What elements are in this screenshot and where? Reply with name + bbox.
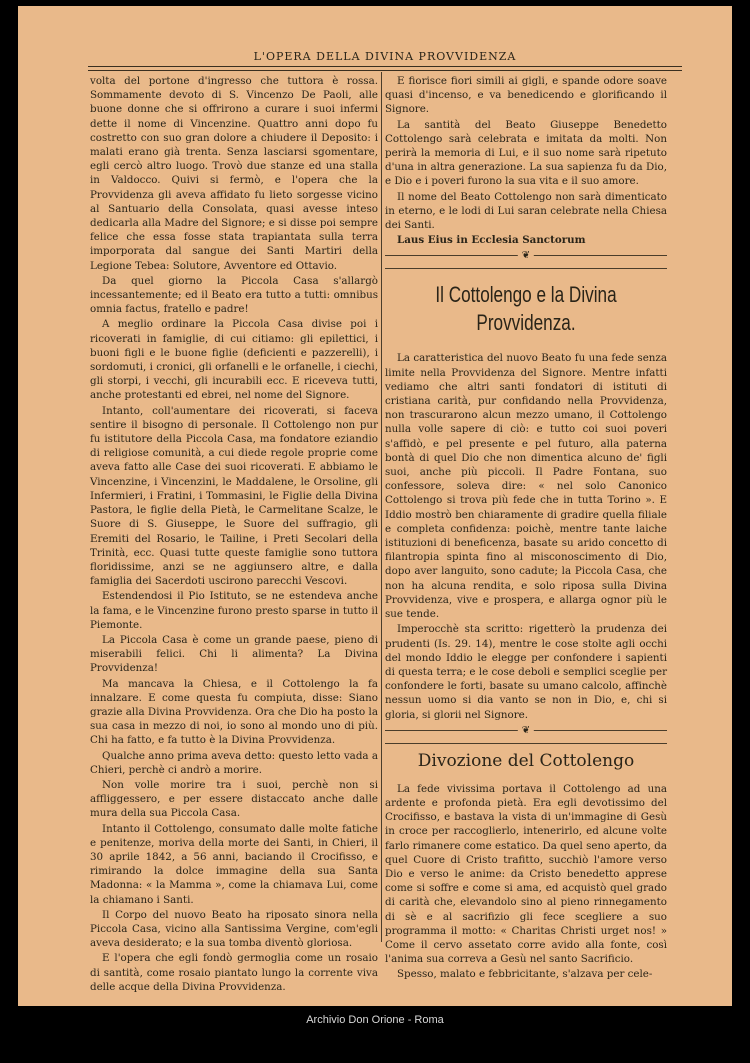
devotion-paragraph-1: La fede vivissima portava il Cottolengo ad una ardente e profonda pietà. Era egli devotissimo del Crocifisso, e bastava la vista di un'immagine di Gesù in croce per raccoglierlo, intenerirlo, ed alcune volte farlo rimanere come estatico. Da quel seno aperto, da quel Cuore di Cristo trafitto, succhiò l'amore verso Dio e verso le anime: da Cristo benedetto apprese come si soffre e come si ama, ed acquistò quel grado di carità che, elevandolo sino al pieno rinnegamento di sè e al sacrifizio gli fece scegliere a suo programma il motto: « Charitas Christi urget nos! » Come il cervo assetato corre avido alla fonte, così l'anima sua correva a Gesù nel santo Sacrificio. — [385, 782, 667, 966]
left-paragraph-2: Da quel giorno la Piccola Casa s'allargò incessantemente; ed il Beato era tutto a tutti: omnibus omnia factus, fratello e padre! — [90, 274, 378, 316]
devotion-paragraph-2: Spesso, malato e febbricitante, s'alzava per cele- — [397, 968, 653, 981]
header-rule — [88, 66, 682, 71]
right-paragraph-1: E fiorisce fiori simili ai gigli, e spande odore soave quasi d'incenso, e va benedicendo e glorificando il Signore. — [385, 75, 667, 116]
left-column — [90, 74, 378, 995]
left-paragraph-5: Estendendosi il Pio Istituto, se ne estendeva anche la fama, e le Vincenzine furono presto sparse in tutto il Piemonte. — [90, 590, 378, 631]
left-paragraph-1: volta del portone d'ingresso che tuttora è rossa. Sommamente devoto di S. Vincenzo De Paoli, alle buone donne che si offrirono a curare i suoi infermi dette il nome di Vincenzine. Quattro anni dopo fu costretto con suo gran dolore a chiudere il Deposito: i malati erano già trenta. Senza lasciarsi sgomentare, egli cercò altro luogo. Trovò due stanze ed una stalla in Valdocco. Quivi si fermò, e l'opera che la Provvidenza gli aveva affidato fu lieto sorgesse vicino al Santuario della Consolata, quasi avesse inteso dedicarla alla Madre del Signore; e si disse poi sempre felice che essa fosse stata trapiantata sulla terra imporporata dal sangue dei Santi Martiri della Legione Tebea: Solutore, Avventore ed Ottavio. — [90, 75, 378, 272]
left-paragraph-8: Qualche anno prima aveva detto: questo letto vada a Chieri, perchè ci andrò a morire. — [90, 749, 378, 776]
right-column — [385, 74, 667, 983]
ornamental-rule-2 — [385, 724, 667, 744]
left-paragraph-9: Non volle morire tra i suoi, perchè non si affliggessero, e per essere distaccato anche dalle mura della sua Piccola Casa. — [90, 778, 378, 820]
column-divider — [381, 72, 382, 942]
ornamental-rule — [385, 250, 667, 269]
right-paragraph-3: Il nome del Beato Cottolengo non sarà dimenticato in eterno, e le lodi di Lui saran celebrate nella Chiesa dei Santi. — [385, 190, 667, 232]
fleuron-icon: ❦ — [518, 250, 534, 262]
left-paragraph-3: A meglio ordinare la Piccola Casa divise poi i ricoverati in famiglie, di cui citiamo: gli epilettici, i buoni figli e le buone figlie (deficienti e pazzerelli), i sordomuti, i cronici, gli orfanelli e le orfanelle, i ciechi, gli storpi, i vecchi, gli incurabili ecc. E riceveva tutti, anche protestanti ed ebrei, nel nome del Signore. — [90, 318, 378, 402]
fleuron-icon: ❦ — [518, 725, 534, 737]
running-head: L'OPERA DELLA DIVINA PROVVIDENZA — [253, 50, 517, 63]
section-title-devotion: Divozione del Cottolengo — [417, 750, 635, 771]
left-paragraph-11: Il Corpo del nuovo Beato ha riposato sinora nella Piccola Casa, vicino alla Santissima Vergine, com'egli aveva desiderato; e la sua tomba diventò gloriosa. — [90, 908, 378, 950]
left-paragraph-4: Intanto, coll'aumentare dei ricoverati, si faceva sentire il bisogno di personale. Il Cottolengo non pur fu istitutore della Piccola Casa, ma fondatore eziandio di religiose comunità, a cui diede regole proprie come aveva fatto alle Case dei suoi ricoverati. E abbiamo le Vincenzine, i Vincenzini, le Maddalene, le Orsoline, gli Infermieri, i Fratini, i Tommasini, le Figlie della Divina Pastora, le figlie della Pietà, le Carmelitane Scalze, le Suore di S. Giuseppe, le Suore del suffragio, gli Eremiti del Rosario, le Tailine, i Preti Secolari della Trinità, ecc. Quasi tutte queste famiglie sono tuttora floridissime, anzi se ne aggiunsero altre, e dalla famiglia dei Sacerdoti uscirono parecchi Vescovi. — [90, 404, 378, 588]
newspaper-page — [18, 6, 732, 1006]
section-title-providence: Il Cottolengo e la Divina Provvidenza. — [435, 282, 617, 336]
archive-footer: Archivio Don Orione - Roma — [306, 1014, 444, 1026]
left-paragraph-12: E l'opera che egli fondò germoglia come un rosaio di santità, come rosaio piantato lungo la corrente viva delle acque della Divina Provvidenza. — [90, 952, 378, 993]
left-paragraph-6: La Piccola Casa è come un grande paese, pieno di miserabili felici. Chi li alimenta? La Divina Provvidenza! — [90, 633, 378, 675]
closing-line: Laus Eius in Ecclesia Sanctorum — [397, 234, 586, 247]
left-paragraph-7: Ma mancava la Chiesa, e il Cottolengo la fa innalzare. E come questa fu compiuta, disse: Siano grazie alla Divina Provvidenza. Ora che Dio ha posto la sua casa in mezzo di noi, io sono al mondo uno di più. Chi ha fatto, e fa tutto è la Divina Provvidenza. — [90, 677, 378, 747]
providence-paragraph-2: Imperocchè sta scritto: rigetterò la prudenza dei prudenti (Is. 29. 14), mentre le cose stolte agli occhi del mondo Iddio le elegge per confondere i sapienti di questa terra; e le cose deboli e semplici sceglie per confondere le forti, basate su umano calcolo, affinchè nessun uomo si dia vanto se non in Dio, e, chi si gloria, si glorii nel Signore. — [385, 623, 667, 721]
providence-paragraph-1: La caratteristica del nuovo Beato fu una fede senza limite nella Provvidenza del Signore. Mentre infatti vediamo che altri santi fondatori di istituti di cristiana carità, pur confidando nella Provvidenza, non trascurarono alcun mezzo umano, il Cottolengo nulla volle sapere di ciò: e tutto coi suoi poveri s'affidò, e pel presente e pel futuro, alla paterna bontà di quel Dio che non dimentica alcuno de' figli suoi, anche più piccoli. Il Padre Fontana, suo confessore, soleva dire: « nel solo Canonico Cottolengo si trova più fede che in tutta Torino ». E Iddio mostrò ben chiaramente di gradire quella filiale e completa confidenza: poichè, mentre tante laiche istituzioni di beneficenza, basate su arido concetto di filantropia spinta fino al misconoscimento di Dio, dopo aver languito, sono cadute; la Piccola Casa, che non ha alcuna rendita, e solo riposa sulla Divina Provvidenza, vive e prospera, e allarga ognor più le sue tende. — [385, 352, 667, 621]
right-paragraph-2: La santità del Beato Giuseppe Benedetto Cottolengo sarà celebrata e imitata da molti. Non perirà la memoria di Lui, e il suo nome sarà ripetuto d'una in altra generazione. La sua sapienza fu da Dio, e Dio e i poveri furono la sua vita e il suo amore. — [385, 118, 667, 188]
left-paragraph-10: Intanto il Cottolengo, consumato dalle molte fatiche e penitenze, moriva della morte dei Santi, in Chieri, il 30 aprile 1842, a 56 anni, baciando il Crocifisso, e rimirando la dolce immagine della sua Santa Madonna: « la Mamma », come la chiamava Lui, come la chiamano i Santi. — [90, 822, 378, 906]
